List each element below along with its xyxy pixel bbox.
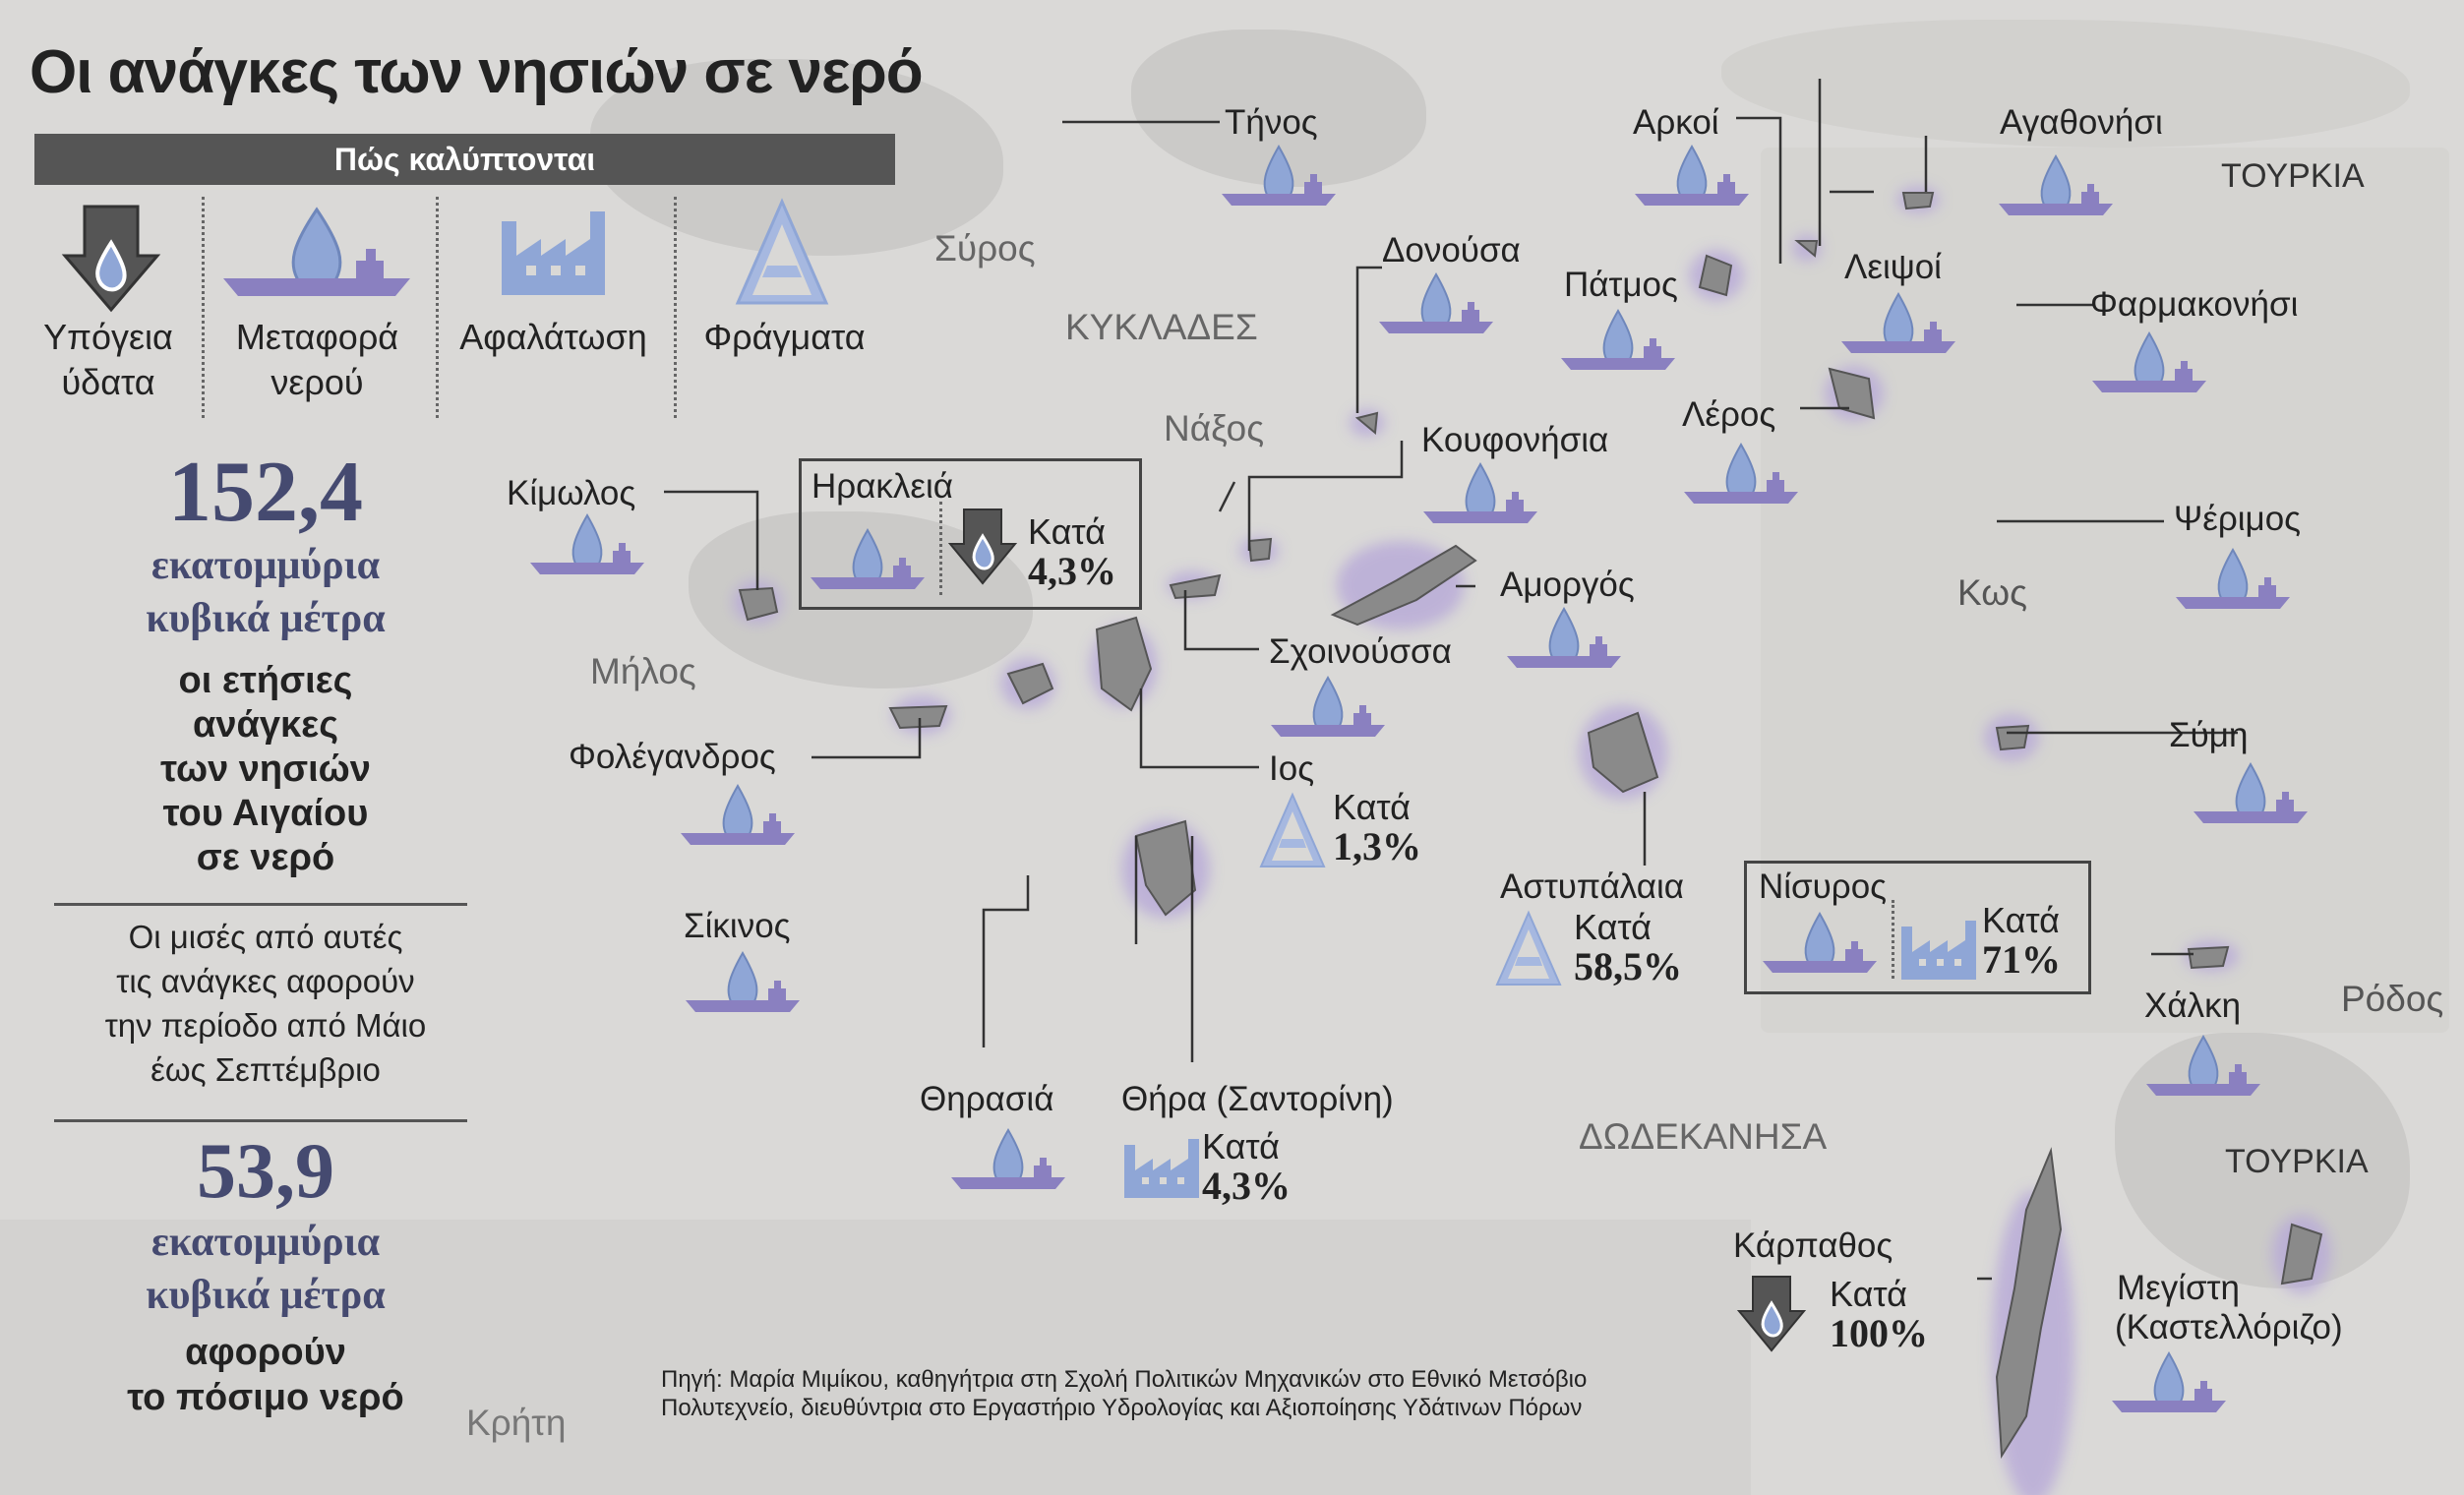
island-thirasia-label: Θηρασιά (920, 1080, 1054, 1118)
groundwater-arrow-icon (944, 507, 1019, 587)
island-patmos-label: Πάτμος (1564, 266, 1678, 304)
island-pserimos-label: Ψέριμος (2174, 500, 2302, 538)
total-needs-description: οι ετήσιες ανάγκες των νησιών του Αιγαίου σε νερό (160, 660, 371, 878)
water-ship-icon (949, 1126, 1067, 1191)
island-thira-label: Θήρα (Σαντορίνη) (1121, 1080, 1394, 1118)
water-ship-icon (1682, 441, 1800, 506)
water-ship-icon (2192, 760, 2310, 825)
legend-desalination-label: Αφαλάτωση (459, 317, 647, 357)
water-ship-icon (1761, 910, 1879, 975)
island-farmakonisi-label: Φαρμακονήσι (2090, 285, 2299, 324)
dam-icon (1495, 910, 1562, 988)
island-folegandros-label: Φολέγανδρος (569, 738, 776, 776)
water-ship-icon (2110, 1349, 2228, 1414)
irakleia-pct-value: 4,3% (1028, 549, 1116, 593)
nisyros-pct-prefix: Κατά (1982, 900, 2060, 940)
irakleia-pct-prefix: Κατά (1028, 511, 1106, 552)
water-ship-icon (679, 782, 797, 847)
water-ship-icon (684, 949, 802, 1014)
summer-note: Οι μισές από αυτές τις ανάγκες αφορούν την περίοδο από Μάιο έως Σεπτέμβριο (104, 919, 427, 1088)
water-ship-icon (1220, 143, 1338, 208)
water-ship-icon (2144, 1033, 2262, 1098)
astypalaia-pct-value: 58,5% (1574, 944, 1682, 988)
island-nisyros-label: Νίσυρος (1759, 867, 1888, 906)
place-kriti: Κρήτη (466, 1403, 567, 1443)
ios-pct-prefix: Κατά (1333, 787, 1411, 827)
region-turkey-north: ΤΟΥΡΚΙΑ (2221, 157, 2365, 195)
water-ship-icon (528, 511, 646, 576)
total-needs-value: 152,4 (168, 445, 363, 540)
nisyros-pct-value: 71% (1982, 937, 2061, 982)
thira-pct-prefix: Κατά (1202, 1126, 1280, 1166)
astypalaia-pct-prefix: Κατά (1574, 907, 1652, 947)
water-ship-icon (1377, 270, 1495, 335)
place-syros: Σύρος (934, 228, 1036, 269)
island-ios-label: Ιος (1269, 749, 1315, 788)
desalination-factory-icon (1121, 1131, 1202, 1200)
water-ship-icon (2174, 546, 2292, 611)
island-leipsoi-label: Λειψοί (1844, 248, 1942, 286)
water-ship-icon (1997, 152, 2115, 217)
island-irakleia-label: Ηρακλειά (811, 467, 954, 506)
legend-header: Πώς καλύπτονται (34, 134, 895, 185)
island-koufonisia-label: Κουφονήσια (1421, 421, 1609, 459)
ios-pct-value: 1,3% (1333, 824, 1421, 868)
water-ship-icon (1505, 605, 1623, 670)
island-donousa-label: Δονούσα (1382, 231, 1521, 269)
island-astypalaia-label: Αστυπάλαια (1500, 867, 1685, 906)
island-amorgos-label: Αμοργός (1500, 566, 1635, 604)
water-ship-icon (1839, 290, 1957, 355)
island-megisti-label: Μεγίστη (Καστελλόριζο) (2115, 1269, 2343, 1346)
legend-groundwater-label: Υπόγεια ύδατα (43, 317, 173, 402)
source-note: Πηγή: Μαρία Μιμίκου, καθηγήτρια στη Σχολή Πολιτικών Μηχανικών στο Εθνικό Μετσόβιο Πολυτεχνείο, διευθύντρια στο Εργαστήριο Υδρολογίας και Αξιοποίησης Υδάτινων Πόρων (661, 1366, 1588, 1421)
karpathos-pct-value: 100% (1830, 1311, 1928, 1355)
total-needs-unit: εκατομμύρια κυβικά μέτρα (146, 543, 386, 641)
irakleia-divider (939, 502, 942, 595)
region-cyclades: ΚΥΚΛΑΔΕΣ (1065, 307, 1258, 347)
island-sikinos-label: Σίκινος (684, 907, 791, 945)
island-schoinoussa-label: Σχοινούσσα (1269, 632, 1452, 671)
place-milos: Μήλος (590, 651, 696, 691)
groundwater-arrow-icon (1733, 1274, 1808, 1354)
water-ship-icon (2090, 329, 2208, 394)
legend-dams-label: Φράγματα (703, 317, 866, 357)
island-leros-label: Λέρος (1682, 395, 1776, 434)
island-tinos-label: Τήνος (1225, 103, 1318, 142)
region-turkey-south: ΤΟΥΡΚΙΑ (2225, 1143, 2369, 1180)
water-ship-icon (1269, 674, 1387, 739)
thira-pct-value: 4,3% (1202, 1164, 1291, 1208)
drinking-water-description: αφορούν το πόσιμο νερό (127, 1332, 404, 1418)
drinking-water-unit: εκατομμύρια κυβικά μέτρα (146, 1220, 386, 1318)
karpathos-pct-prefix: Κατά (1830, 1274, 1907, 1314)
desalination-factory-icon (1898, 913, 1979, 982)
dam-icon (1259, 792, 1326, 870)
place-naxos: Νάξος (1164, 408, 1265, 448)
place-kos: Κως (1957, 572, 2027, 613)
island-kimolos-label: Κίμωλος (507, 474, 636, 512)
water-ship-icon (809, 526, 927, 591)
region-dodecanese: ΔΩΔΕΚΑΝΗΣΑ (1579, 1116, 1828, 1157)
island-karpathos-label: Κάρπαθος (1733, 1226, 1893, 1265)
nisyros-divider (1892, 900, 1894, 979)
water-ship-icon (1421, 460, 1539, 525)
water-ship-icon (1633, 143, 1751, 208)
page-title: Οι ανάγκες των νησιών σε νερό (30, 38, 923, 106)
island-symi-label: Σύμη (2169, 716, 2249, 754)
island-arkoi-label: Αρκοί (1633, 103, 1719, 142)
island-chalki-label: Χάλκη (2144, 987, 2242, 1025)
place-rodos: Ρόδος (2341, 979, 2444, 1019)
island-agathonisi-label: Αγαθονήσι (2000, 103, 2163, 142)
legend-transport-label: Μεταφορά νερού (235, 317, 399, 402)
drinking-water-value: 53,9 (197, 1128, 334, 1215)
water-ship-icon (1559, 307, 1677, 372)
